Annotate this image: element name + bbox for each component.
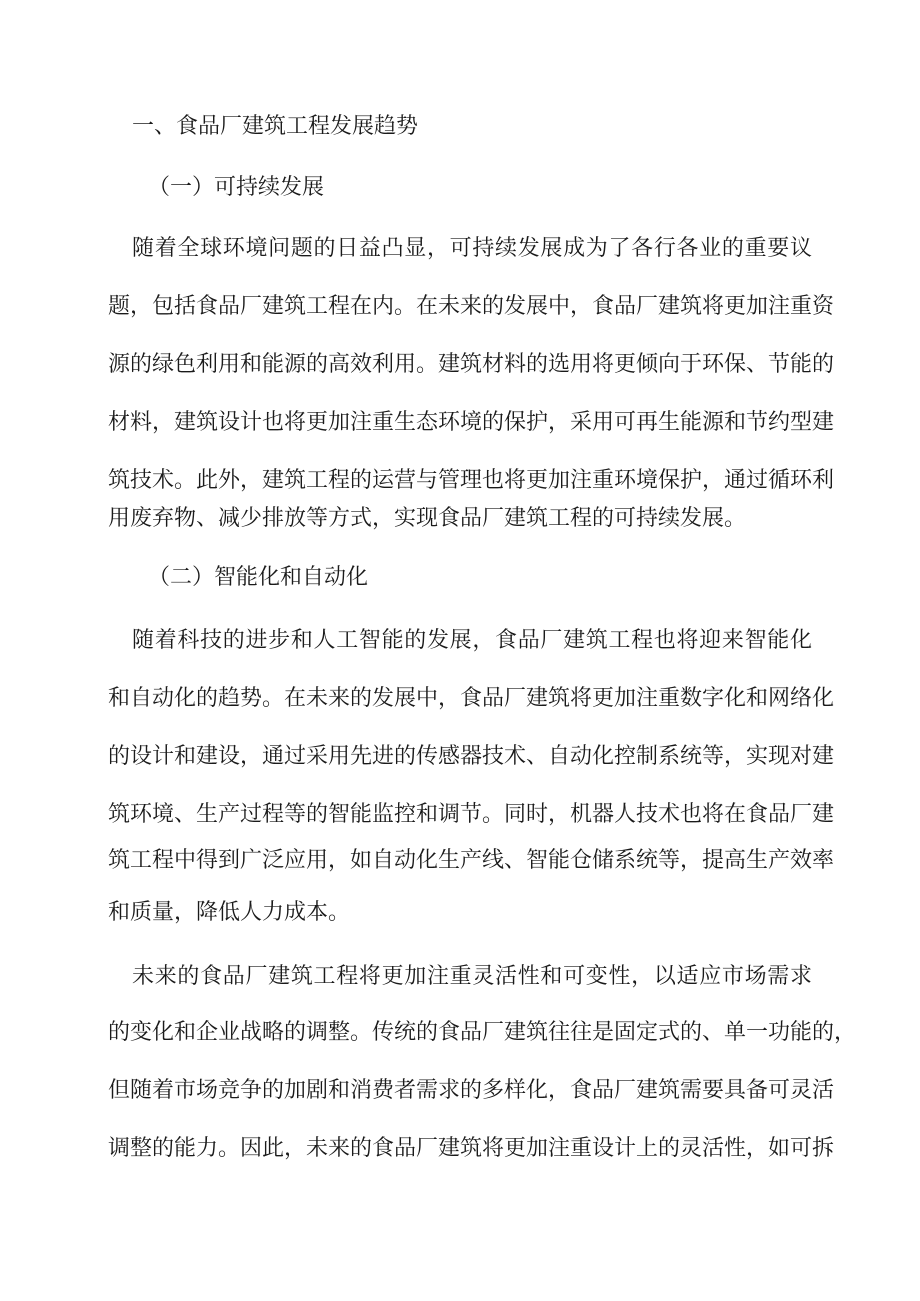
- subsection-heading-sustainable: （一）可持续发展: [148, 175, 325, 200]
- paragraph-line: 筑环境、生产过程等的智能监控和调节。同时，机器人技术也将在食品厂建: [108, 802, 835, 827]
- paragraph-line: 筑技术。此外，建筑工程的运营与管理也将更加注重环境保护，通过循环利: [108, 468, 835, 493]
- section-heading-main: 一、食品厂建筑工程发展趋势: [132, 114, 419, 139]
- paragraph-line: 和自动化的趋势。在未来的发展中，食品厂建筑将更加注重数字化和网络化: [108, 686, 835, 711]
- paragraph-line: 材料，建筑设计也将更加注重生态环境的保护，采用可再生能源和节约型建: [108, 410, 835, 435]
- subsection-heading-intelligent: （二）智能化和自动化: [148, 565, 369, 590]
- paragraph-line: 用废弃物、减少排放等方式，实现食品厂建筑工程的可持续发展。: [108, 506, 747, 531]
- paragraph-line: 随着全球环境问题的日益凸显，可持续发展成为了各行各业的重要议: [132, 236, 812, 261]
- paragraph-line: 的变化和企业战略的调整。传统的食品厂建筑往往是固定式的、单一功能的，: [108, 1020, 857, 1045]
- paragraph-line: 题，包括食品厂建筑工程在内。在未来的发展中，食品厂建筑将更加注重资: [108, 294, 835, 319]
- paragraph-line: 随着科技的进步和人工智能的发展，食品厂建筑工程也将迎来智能化: [132, 628, 812, 653]
- paragraph-line: 未来的食品厂建筑工程将更加注重灵活性和可变性，以适应市场需求: [132, 964, 812, 989]
- paragraph-line: 但随着市场竞争的加剧和消费者需求的多样化，食品厂建筑需要具备可灵活: [108, 1078, 835, 1103]
- paragraph-line: 调整的能力。因此，未来的食品厂建筑将更加注重设计上的灵活性，如可拆: [108, 1136, 835, 1161]
- paragraph-line: 和质量，降低人力成本。: [108, 900, 351, 925]
- paragraph-line: 筑工程中得到广泛应用，如自动化生产线、智能仓储系统等，提高生产效率: [108, 848, 835, 873]
- paragraph-line: 的设计和建设，通过采用先进的传感器技术、自动化控制系统等，实现对建: [108, 744, 835, 769]
- paragraph-line: 源的绿色利用和能源的高效利用。建筑材料的选用将更倾向于环保、节能的: [108, 352, 835, 377]
